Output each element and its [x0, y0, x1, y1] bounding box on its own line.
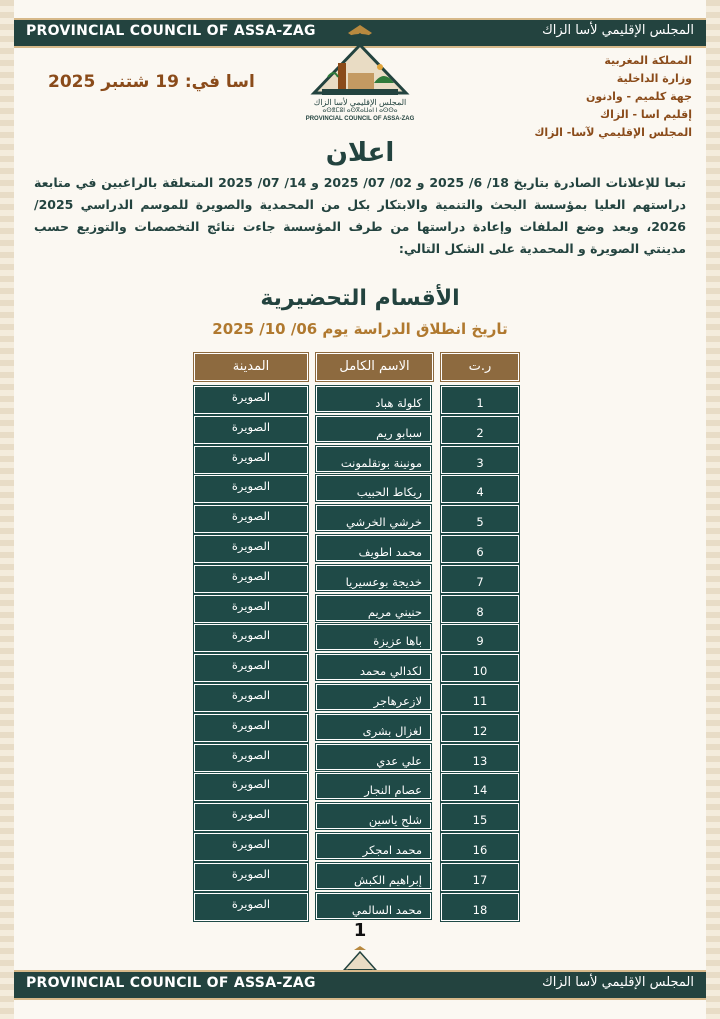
row-city-cell: الصويرة — [194, 744, 308, 772]
row-city-cell: الصويرة — [194, 475, 308, 503]
row-city-cell: الصويرة — [194, 624, 308, 652]
announcement-title: اعلان — [325, 138, 395, 168]
row-name-cell: حنيني مريم — [316, 595, 431, 621]
row-name-cell: خرشي الخرشي — [316, 505, 431, 531]
row-name-cell: محمد امجكر — [316, 833, 431, 859]
row-city-cell: الصويرة — [194, 714, 308, 742]
row-city-cell: الصويرة — [194, 654, 308, 682]
row-city-cell: الصويرة — [194, 595, 308, 623]
table-row — [0, 744, 720, 770]
table-row — [0, 893, 720, 919]
row-number-cell: 3 — [441, 446, 519, 474]
row-city-cell: الصويرة — [194, 833, 308, 861]
row-name-cell: لغزال بشرى — [316, 714, 431, 740]
row-name-cell: محمد اطويف — [316, 535, 431, 561]
table-row — [0, 833, 720, 859]
row-name-cell: خديجة بوعسيريا — [316, 565, 431, 591]
authority-line: المملكة المغربية — [604, 54, 692, 67]
table-row — [0, 684, 720, 710]
row-number-cell: 16 — [441, 833, 519, 861]
row-name-cell: باها عزيزة — [316, 624, 431, 650]
row-name-cell: ريكاط الحبيب — [316, 475, 431, 501]
row-city-cell: الصويرة — [194, 505, 308, 533]
row-name-cell: عصام النجار — [316, 773, 431, 799]
table-row — [0, 595, 720, 621]
row-number-cell: 15 — [441, 803, 519, 831]
row-name-cell: كلولة هباد — [316, 386, 431, 412]
row-number-cell: 1 — [441, 386, 519, 414]
row-number-cell: 6 — [441, 535, 519, 563]
row-name-cell: إبراهيم الكبش — [316, 863, 431, 889]
row-name-cell: شلح ياسين — [316, 803, 431, 829]
row-city-cell: الصويرة — [194, 416, 308, 444]
row-city-cell: الصويرة — [194, 803, 308, 831]
row-name-cell: سبابو ريم — [316, 416, 431, 442]
logo-caption-tifinagh: ⴰⵙⴻⵎⵓⵏ ⴰⵙⴳⴰⵡⴰⵏ ⵏ ⴰⵙⵙⴰ — [322, 108, 398, 114]
table-row — [0, 386, 720, 412]
row-city-cell: الصويرة — [194, 535, 308, 563]
table-header-city: المدينة — [194, 353, 308, 381]
row-name-cell: لكدالي محمد — [316, 654, 431, 680]
row-number-cell: 13 — [441, 744, 519, 772]
logo-caption-arabic: المجلس الإقليمي لأسا الزاك — [313, 98, 407, 107]
table-row — [0, 624, 720, 650]
row-city-cell: الصويرة — [194, 446, 308, 474]
study-start-date: تاريخ انطلاق الدراسة يوم 06/ 10/ 2025 — [212, 320, 508, 338]
table-row — [0, 446, 720, 472]
row-number-cell: 9 — [441, 624, 519, 652]
row-city-cell: الصويرة — [194, 893, 308, 921]
row-name-cell: لازعرهاجر — [316, 684, 431, 710]
row-number-cell: 5 — [441, 505, 519, 533]
header-arabic-title: المجلس الإقليمي لأسا الزاك — [542, 23, 694, 38]
row-city-cell: الصويرة — [194, 773, 308, 801]
footer-english-title: PROVINCIAL COUNCIL OF ASSA-ZAG — [26, 975, 316, 991]
table-row — [0, 565, 720, 591]
row-name-cell: محمد السالمي — [316, 893, 431, 919]
row-number-cell: 12 — [441, 714, 519, 742]
page-number: 1 — [353, 920, 367, 941]
authority-line: المجلس الإقليمي لآسا- الزاك — [534, 126, 692, 139]
table-row — [0, 654, 720, 680]
row-number-cell: 4 — [441, 475, 519, 503]
row-city-cell: الصويرة — [194, 863, 308, 891]
footer-arabic-title: المجلس الإقليمي لأسا الزاك — [542, 975, 694, 990]
row-number-cell: 14 — [441, 773, 519, 801]
row-number-cell: 17 — [441, 863, 519, 891]
row-city-cell: الصويرة — [194, 684, 308, 712]
authority-line: جهة كلميم - وادنون — [586, 90, 692, 103]
table-row — [0, 863, 720, 889]
row-number-cell: 2 — [441, 416, 519, 444]
section-title: الأقسام التحضيرية — [260, 286, 460, 311]
authority-line: إقليم اسا - الزاك — [600, 108, 692, 121]
row-number-cell: 7 — [441, 565, 519, 593]
table-row — [0, 475, 720, 501]
footer-band — [14, 970, 706, 1000]
table-row — [0, 773, 720, 799]
table-row — [0, 714, 720, 740]
logo-caption — [296, 98, 424, 123]
document-date: اسا في: 19 شتنبر 2025 — [48, 72, 255, 92]
row-number-cell: 11 — [441, 684, 519, 712]
row-name-cell: علي عدي — [316, 744, 431, 770]
table-row — [0, 505, 720, 531]
table-row — [0, 416, 720, 442]
row-city-cell: الصويرة — [194, 386, 308, 414]
logo-caption-english: PROVINCIAL COUNCIL OF ASSA-ZAG — [305, 116, 415, 122]
announcement-paragraph: تبعا للإعلانات الصادرة بتاريخ 18/ 6/ 2025 و 02/ 07/ 2025 و 14/ 07/ 2025 المتعلقة بالراغبين في متابعة دراستهم العليا بمؤسسة البحث والتنمية والابتكار بكل من المحمدية والصويرة للموسم الدراسي 2025/ 2026، وبعد وضع الملفات وإعادة دراستها من طرف المؤسسة جاءت نتائج التخصصات والتوزيع حسب مدينتي الصويرة و المحمدية على الشكل التالي: — [34, 175, 687, 256]
row-number-cell: 10 — [441, 654, 519, 682]
row-number-cell: 8 — [441, 595, 519, 623]
row-number-cell: 18 — [441, 893, 519, 921]
table-row — [0, 535, 720, 561]
table-header-number: ر.ت — [441, 353, 519, 381]
table-row — [0, 803, 720, 829]
header-english-title: PROVINCIAL COUNCIL OF ASSA-ZAG — [26, 23, 316, 39]
table-header-name: الاسم الكامل — [316, 353, 433, 381]
issuing-authority-block — [534, 52, 692, 142]
row-city-cell: الصويرة — [194, 565, 308, 593]
row-name-cell: مونينة بوتقلمونت — [316, 446, 431, 472]
authority-line: وزارة الداخلية — [616, 72, 692, 85]
